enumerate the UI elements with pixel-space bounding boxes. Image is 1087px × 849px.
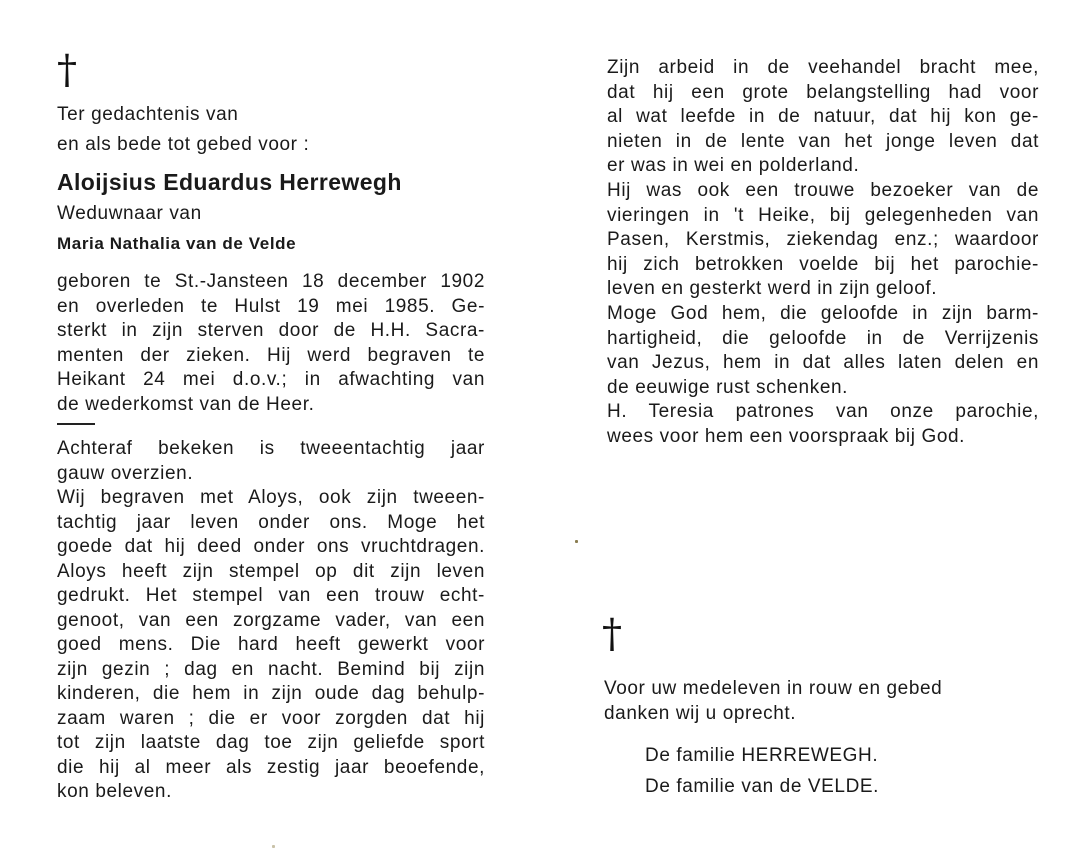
tribute-line: die hij al meer als zestig jaar beoefende, bbox=[57, 756, 485, 778]
paragraph-line: Hij was ook een trouwe bezoeker van de bbox=[607, 180, 1039, 201]
bio-line: geboren te St.-Jansteen 18 december 1902 bbox=[57, 271, 485, 292]
family-signatures bbox=[645, 740, 1005, 802]
thanks-line: Voor uw medeleven in rouw en gebed bbox=[604, 678, 943, 699]
paragraph-prayer bbox=[607, 302, 1039, 449]
intro-line: en als bede tot gebed voor : bbox=[57, 133, 310, 155]
bio-line: Heikant 24 mei d.o.v.; in afwachting van bbox=[57, 369, 485, 390]
cross-icon: † bbox=[602, 611, 622, 657]
divider bbox=[57, 423, 95, 425]
tribute bbox=[57, 437, 485, 805]
tribute-line: kon beleven. bbox=[57, 781, 172, 802]
paragraph-line: hartigheid, die geloofde in de Verrijzenis bbox=[607, 327, 1039, 349]
paper-speck bbox=[575, 540, 578, 543]
tribute-line: Wij begraven met Aloys, ook zijn tweeen- bbox=[57, 487, 485, 508]
deceased-name: Aloijsius Eduardus Herrewegh bbox=[57, 169, 402, 195]
paragraph-line: Moge God hem, die geloofde in zijn barm- bbox=[607, 303, 1039, 324]
paragraph-line: wees voor hem een voorspraak bij God. bbox=[607, 425, 966, 447]
paragraph-line: van Jezus, hem in dat alles laten delen en bbox=[607, 352, 1039, 373]
biography bbox=[57, 270, 485, 417]
intro bbox=[57, 103, 485, 157]
paper-speck bbox=[272, 845, 275, 848]
paragraph-line: al wat leefde in de natuur, dat hij kon ge- bbox=[607, 106, 1039, 127]
family-line: De familie HERREWEGH. bbox=[645, 745, 879, 766]
thanks-line: danken wij u oprecht. bbox=[604, 702, 797, 724]
widower-label: Weduwnaar van bbox=[57, 203, 202, 224]
tribute-line: Aloys heeft zijn stempel op dit zijn leven bbox=[57, 560, 485, 582]
tribute-line: goede dat hij deed onder ons vruchtdragen. bbox=[57, 536, 485, 557]
paragraph-line: Pasen, Kerstmis, ziekendag enz.; waardoor bbox=[607, 229, 1039, 250]
bio-line: de wederkomst van de Heer. bbox=[57, 393, 315, 415]
paragraph-line: leven en gesterkt werd in zijn geloof. bbox=[607, 278, 938, 299]
family-line: De familie van de VELDE. bbox=[645, 776, 880, 797]
tribute-line: kinderen, die hem in zijn oude dag behulp- bbox=[57, 683, 485, 704]
cross-icon: † bbox=[57, 47, 77, 93]
tribute-line: gauw overzien. bbox=[57, 462, 194, 484]
paragraph-line: de eeuwige rust schenken. bbox=[607, 376, 849, 398]
tribute-line: zaam waren ; die er voor zorgden dat hij bbox=[57, 707, 485, 729]
intro-line: Ter gedachtenis van bbox=[57, 104, 239, 125]
spouse-name: Maria Nathalia van de Velde bbox=[57, 234, 297, 253]
paragraph-line: H. Teresia patrones van onze parochie, bbox=[607, 401, 1039, 422]
paragraph-line: er was in wei en polderland. bbox=[607, 155, 860, 176]
paragraph-line: vieringen in 't Heike, bij gelegenheden van bbox=[607, 204, 1039, 226]
paragraph-line: nieten in de lente van het jonge leven dat bbox=[607, 130, 1039, 152]
paragraph-line: hij zich betrokken voelde bij het parochie- bbox=[607, 253, 1039, 275]
bio-line: sterkt in zijn sterven door de H.H. Sacra- bbox=[57, 320, 485, 341]
tribute-line: Achteraf bekeken is tweeentachtig jaar bbox=[57, 438, 485, 459]
thanks-message bbox=[604, 677, 1004, 726]
bio-line: en overleden te Hulst 19 mei 1985. Ge- bbox=[57, 295, 485, 317]
tribute-line: tachtig jaar leven onder ons. Moge het bbox=[57, 511, 485, 533]
paragraph-livelihood bbox=[607, 56, 1039, 179]
tribute-line: goed mens. Die hard heeft gewerkt voor bbox=[57, 634, 485, 655]
tribute-line: zijn gezin ; dag en nacht. Bemind bij zijn bbox=[57, 658, 485, 680]
paragraph-parish bbox=[607, 179, 1039, 302]
bio-line: menten der zieken. Hij werd begraven te bbox=[57, 344, 485, 366]
tribute-line: genoot, van een zorgzame vader, van een bbox=[57, 609, 485, 631]
tribute-line: gedrukt. Het stempel van een trouw echt- bbox=[57, 585, 485, 606]
paragraph-line: Zijn arbeid in de veehandel bracht mee, bbox=[607, 57, 1039, 78]
paragraph-line: dat hij een grote belangstelling had voor bbox=[607, 81, 1039, 103]
tribute-line: tot zijn laatste dag toe zijn geliefde sport bbox=[57, 732, 485, 753]
